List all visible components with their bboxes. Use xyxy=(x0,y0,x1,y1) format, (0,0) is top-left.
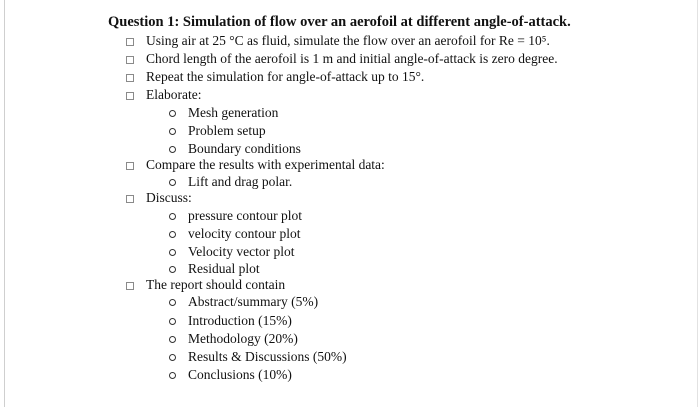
sub-list-item: Velocity vector plot xyxy=(188,244,295,259)
checkbox-icon xyxy=(126,162,134,170)
list-item: Compare the results with experimental data: xyxy=(146,157,385,172)
list-item: Using air at 25 °C as fluid, simulate the flow over an aerofoil for Re = 10⁵. xyxy=(146,33,550,48)
sub-list-item: Residual plot xyxy=(188,261,260,276)
sub-list-item: Introduction (15%) xyxy=(188,313,292,328)
checkbox-icon xyxy=(126,74,134,82)
bullet-circle-icon xyxy=(169,128,176,135)
bullet-circle-icon xyxy=(169,318,176,325)
sub-list-item: Results & Discussions (50%) xyxy=(188,349,347,364)
bullet-circle-icon xyxy=(169,179,176,186)
sub-list-item: Mesh generation xyxy=(188,105,279,120)
sub-list-item: Lift and drag polar. xyxy=(188,174,293,189)
sub-list-item: Abstract/summary (5%) xyxy=(188,294,319,309)
list-item: Elaborate: xyxy=(146,87,202,102)
bullet-circle-icon xyxy=(169,299,176,306)
list-item: The report should contain xyxy=(146,277,286,292)
sub-list-item: Methodology (20%) xyxy=(188,331,298,346)
bullet-circle-icon xyxy=(169,336,176,343)
bullet-circle-icon xyxy=(169,354,176,361)
bullet-circle-icon xyxy=(169,231,176,238)
checkbox-icon xyxy=(126,195,134,203)
sub-list-item: velocity contour plot xyxy=(188,226,301,241)
checkbox-icon xyxy=(126,38,134,46)
question-title: Question 1: Simulation of flow over an aerofoil at different angle-of-attack. xyxy=(108,14,571,30)
bullet-circle-icon xyxy=(169,146,176,153)
list-item: Discuss: xyxy=(146,190,192,205)
sub-list-item: Boundary conditions xyxy=(188,141,301,156)
bullet-circle-icon xyxy=(169,213,176,220)
bullet-circle-icon xyxy=(169,249,176,256)
sub-list-item: Conclusions (10%) xyxy=(188,367,292,382)
sub-list-item: pressure contour plot xyxy=(188,208,302,223)
checkbox-icon xyxy=(126,92,134,100)
bullet-circle-icon xyxy=(169,110,176,117)
list-item: Repeat the simulation for angle-of-attack up to 15°. xyxy=(146,69,425,84)
checkbox-icon xyxy=(126,282,134,290)
checkbox-icon xyxy=(126,56,134,64)
bullet-circle-icon xyxy=(169,266,176,273)
sub-list-item: Problem setup xyxy=(188,123,266,138)
list-item: Chord length of the aerofoil is 1 m and initial angle-of-attack is zero degree. xyxy=(146,51,558,66)
bullet-circle-icon xyxy=(169,372,176,379)
